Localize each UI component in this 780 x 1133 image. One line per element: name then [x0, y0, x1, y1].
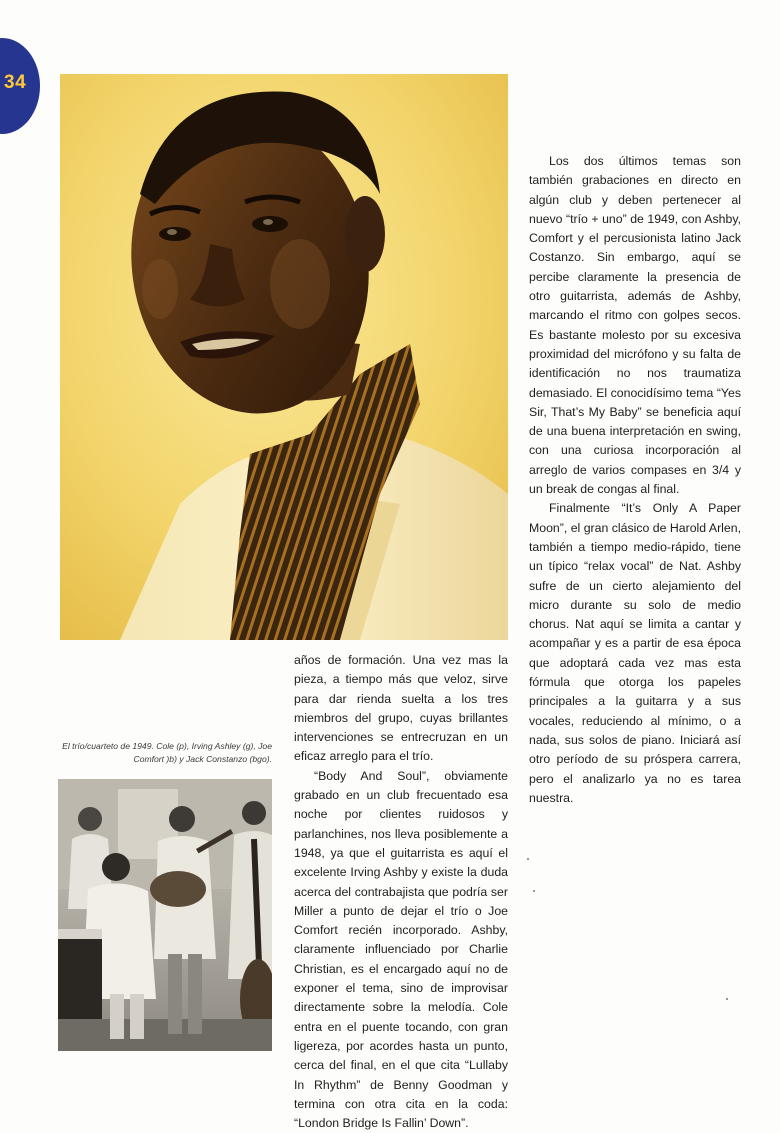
right-text-column	[529, 152, 741, 808]
middle-paragraph: “Body And Soul”, obviamente grabado en un club frecuentado esa noche por clientes ruidosos y parlanchines, nos lleva posiblemente a 1948, ya que el guitarrista es aquí el excelente Irving Ashby y existe la duda acerca del contrabajista que podría ser Miller a punto de dejar el trío o Joe Comfort recién incorporado. Ashby, claramente influenciado por Charlie Christian, es el encargado aquí no de exponer el tema, sino de improvisar directamente sobre la melodía. Cole entra en el puente tocando, con gran ligereza, por acordes hasta un punto, cerca del final, en el que cita “Lullaby In Rhythm” de Benny Goodman y termina con otra cita en la coda: “London Bridge Is Fallin’ Down”.	[294, 768, 508, 1131]
print-speck	[533, 890, 535, 892]
portrait-photo	[60, 74, 508, 640]
photo-caption: El trío/cuarteto de 1949. Cole (p), Irving Ashley (g), Joe Comfort )b) y Jack Constanzo (bgo).	[62, 741, 272, 764]
right-paragraph: Finalmente “It’s Only A Paper Moon”, el gran clásico de Harold Arlen, también a tiempo medio-rápido, tiene un típico “relax vocal” de Nat. Ashby sufre de un cierto alejamiento del micro durante su solo de medio chorus. Nat aquí se limita a cantar y acompañar y es a partir de esa época que adoptará cada vez mas esta fórmula que otorga los papeles principales a la guitarra y a sus vocales, reduciendo al mínimo, o a nada, sus solos de piano. Iniciará así otro período de su próspera carrera, pero el analizarlo ya no es tarea nuestra.	[529, 501, 741, 805]
print-speck	[726, 998, 728, 1000]
middle-paragraph: años de formación. Una vez mas la pieza, a tiempo más que veloz, sirve para dar rienda suelta a los tres miembros del grupo, cuyas brillantes intervenciones se entrecruzan en un eficaz arreglo para el trío.	[294, 653, 508, 764]
middle-text-column	[294, 651, 508, 1133]
right-paragraph: Los dos últimos temas son también grabaciones en directo en algún club y deben pertenecer al nuevo “trío + uno” de 1949, con Ashby, Comfort y el percusionista latino Jack Costanzo. Sin embargo, aquí se percibe claramente la presencia de otro guitarrista, además de Ashby, marcando el ritmo con golpes secos. Es bastante molesto por su excesiva proximidad del micrófono y su falta de identificación no nos traumatiza demasiado. El conocidísimo tema “Yes Sir, That’s My Baby” se beneficia aquí de una buena interpretación en swing, con una curiosa incorporación al arreglo de varios compases en 3/4 y un break de congas al final.	[529, 154, 741, 497]
page-number: 34	[4, 72, 27, 93]
band-photo	[58, 779, 272, 1051]
band-photo-icon	[58, 779, 272, 1051]
portrait-photo-icon	[60, 74, 508, 640]
print-speck	[527, 858, 529, 860]
